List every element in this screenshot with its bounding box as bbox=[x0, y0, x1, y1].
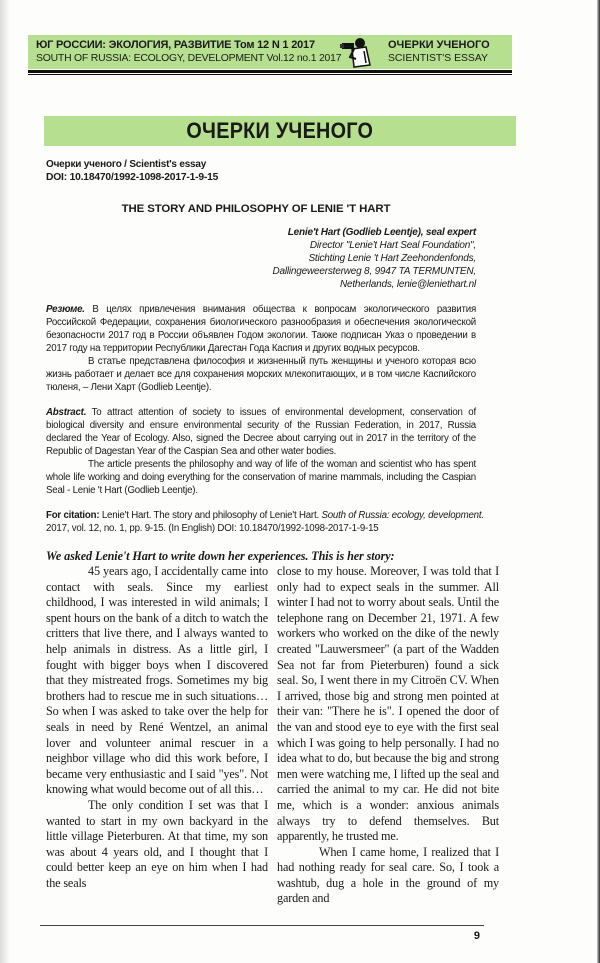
author-affiliation bbox=[46, 226, 476, 291]
abstract-label: Abstract. bbox=[46, 407, 87, 418]
affiliation-line: Stichting Lenie 't Hart Zeehondenfonds, bbox=[308, 253, 476, 264]
body-paragraph: The only condition I set was that I wanted to start in my own backyard in the little village Pieterburen. At that time, my son was about 4 years old, and I thought that I could better keep an eye on him when I had the seals bbox=[46, 797, 268, 890]
citation-journal: South of Russia: ecology, development. bbox=[321, 510, 484, 521]
abstract-text: To attract attention of society to issues of environmental development, conservation of biological diversity and ensure environmental security of the Russian Federation, in 2017, Russia declared the Year of Ecology. Also, signed the Decree about carrying out in 2017 in the territory of the Republic of Dagestan Year of the Caspian Sea and other water bodies. bbox=[46, 407, 476, 457]
citation-label: For citation: bbox=[46, 510, 100, 521]
affiliation-line: Dallingeweersterweg 8, 9947 TA TERMUNTEN, bbox=[272, 266, 476, 277]
affiliation-line: Director "Lenie't Hart Seal Foundation", bbox=[309, 240, 476, 251]
running-header bbox=[28, 35, 512, 69]
citation-details: 2017, vol. 12, no. 1, pp. 9-15. (In English) DOI: 10.18470/1992-1098-2017-1-9-15 bbox=[46, 523, 379, 534]
citation bbox=[46, 509, 486, 535]
doi: DOI: 10.18470/1992-1098-2017-1-9-15 bbox=[46, 172, 219, 183]
resume-paragraph-1 bbox=[46, 303, 476, 355]
journal-title-en: SOUTH OF RUSSIA: ECOLOGY, DEVELOPMENT Vol.12 no.1 2017 bbox=[36, 53, 342, 64]
body-paragraph: 45 years ago, I accidentally came into contact with seals. Since my earliest childhood, I was interested in wild animals; I spent hours on the bank of a ditch to watch the critters that live there, and I always wanted to help animals in distress. As a little girl, I fought with bigger boys when I discovered that they mistreated frogs. Sometimes my big brothers had to rescue me in such situations… So when I was asked to take over the help for seals in need by René Wentzel, an animal lover and volunteer animal rescuer in a neighbor village who did this work before, I became very enthusiastic and I said "yes". Not knowing what would become out of all this… bbox=[46, 564, 268, 797]
article-title: THE STORY AND PHILOSOPHY OF LENIE 'T HART bbox=[121, 203, 391, 215]
header-rule bbox=[28, 70, 512, 73]
section-name-ru: ОЧЕРКИ УЧЕНОГО bbox=[388, 39, 490, 51]
body-column-right bbox=[277, 564, 499, 907]
body-paragraph: close to my house. Moreover, I was told that I only had to expect seals in the summer. All winter I had not to worry about seals. Until the telephone rang on December 21, 1971. A few workers who worked on the dike of the newly created "Lauwersmeer" (a part of the Wadden Sea not far from Pieterburen) found a sick seal. So, I went there in my Citroën CV. When I arrived, those big and strong men pointed at their van: "There he is". I opened the door of the van and stood eye to eye with the first seal which I was going to help personally. I had no idea what to do, but because the big and strong men were watching me, I lifted up the seal and carried the animal to my car. He did not bite me, which is a wonder: anxious animals always try to defend themselves. But apparently, he trusted me. bbox=[277, 564, 499, 844]
rubric: Очерки ученого / Scientist's essay bbox=[46, 159, 207, 170]
header-rule-thin bbox=[28, 74, 512, 75]
body-columns bbox=[46, 564, 499, 907]
front-matter bbox=[46, 158, 486, 564]
footer bbox=[40, 925, 484, 943]
story-lead: We asked Lenie't Hart to write down her experiences. This is her story: bbox=[46, 549, 395, 563]
photographer-icon bbox=[340, 35, 374, 69]
resume bbox=[46, 303, 476, 394]
citation-text: Lenie't Hart. The story and philosophy of Lenie't Hart. bbox=[99, 510, 322, 521]
affiliation-line: Netherlands, lenie@leniethart.nl bbox=[339, 279, 476, 290]
section-banner bbox=[44, 116, 516, 146]
running-header-wrap bbox=[28, 35, 512, 75]
resume-text-2: В статье представлена философия и жизненный путь женщины и ученого которая всю жизнь работает и делает все для сохранения морских млекопитающих, и в том числе Каспийского тюленя, – Лени Харт (Godlieb Leentje). bbox=[46, 356, 476, 393]
resume-text: В целях привлечения внимания общества к вопросам экологического развития Российской Федерации, сохранения биологического разнообразия и обеспечения экологической безопасности 2017 год в России объявлен Годом экологии. Также подписан Указ о проведении в 2017 году на территории Республики Дагестан Года Каспия и других водных ресурсов. bbox=[46, 304, 476, 354]
section-info bbox=[388, 38, 490, 66]
journal-title-ru: ЮГ РОССИИ: ЭКОЛОГИЯ, РАЗВИТИЕ Том 12 N 1 2017 bbox=[36, 39, 315, 51]
page-number: 9 bbox=[473, 930, 480, 943]
body-paragraph: When I came home, I realized that I had nothing ready for seal care. So, I took a washtub, dug a hole in the ground of my garden and bbox=[277, 844, 499, 906]
section-name-en: SCIENTIST'S ESSAY bbox=[388, 53, 488, 64]
abstract bbox=[46, 406, 476, 497]
author-name: Lenie't Hart (Godlieb Leentje), seal expert bbox=[287, 227, 476, 238]
body-column-left bbox=[46, 564, 268, 907]
abstract-text-2: The article presents the philosophy and way of life of the woman and scientist who has spent whole life working and doing everything for the conservation of marine mammals, including the Caspian Seal - Lenie 't Hart (Godlieb Leentje). bbox=[46, 459, 476, 496]
journal-info bbox=[36, 38, 341, 66]
section-banner-title: ОЧЕРКИ УЧЕНОГО bbox=[186, 118, 374, 143]
resume-label: Резюме. bbox=[46, 304, 85, 315]
abstract-paragraph-1 bbox=[46, 406, 476, 458]
